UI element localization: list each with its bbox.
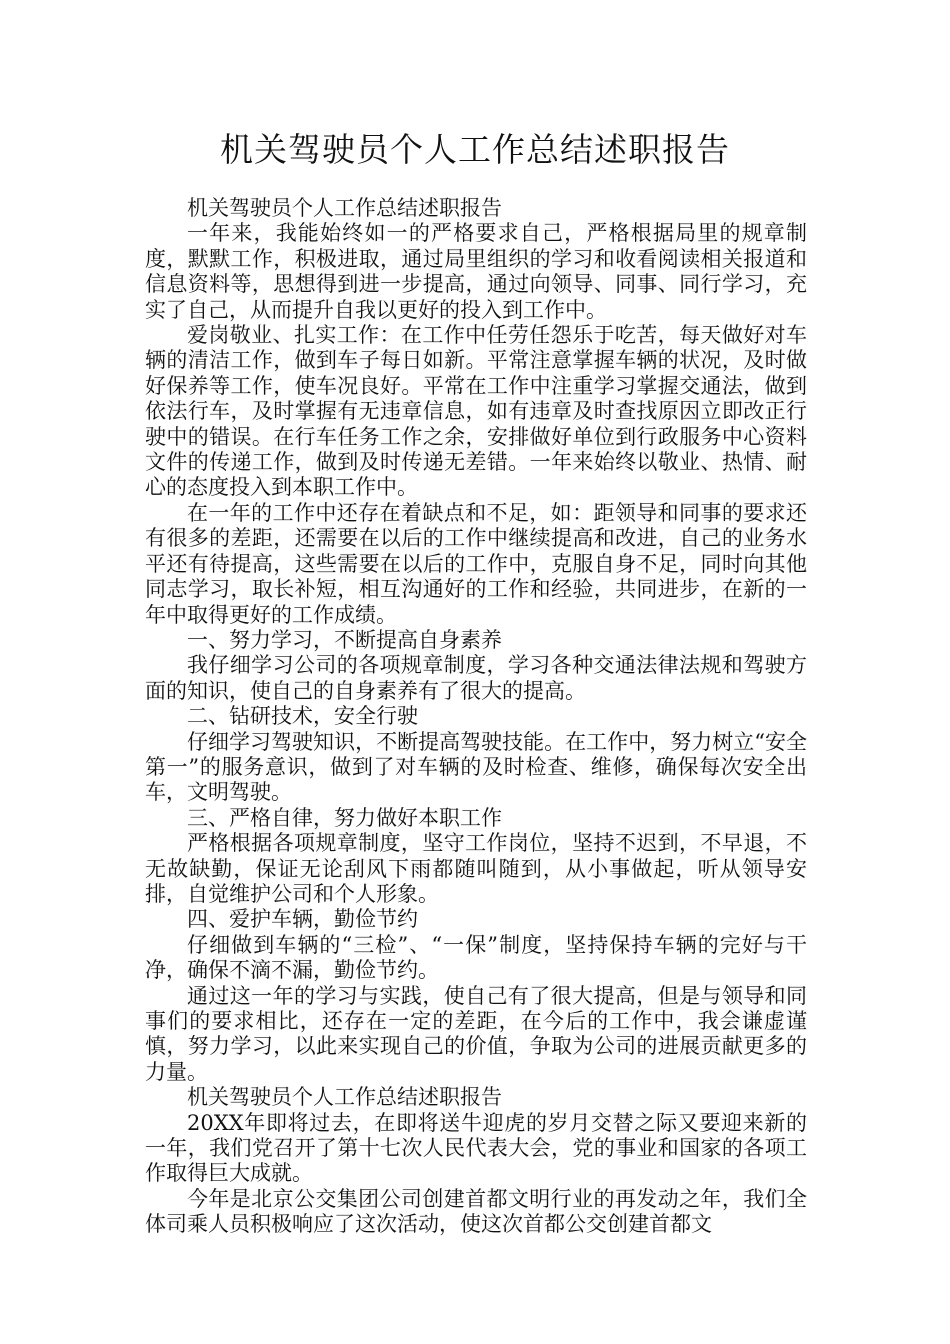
- section-heading: 三、严格自律，努力做好本职工作: [187, 805, 502, 830]
- document-body: [145, 196, 807, 1238]
- paragraph: 我仔细学习公司的各项规章制度，学习各种交通法律法规和驾驶方面的知识，使自己的自身素养有了很大的提高。: [145, 653, 807, 703]
- paragraph-subtitle: 机关驾驶员个人工作总结述职报告: [187, 1085, 502, 1110]
- paragraph: 通过这一年的学习与实践，使自己有了很大提高，但是与领导和同事们的要求相比，还存在一定的差距，在今后的工作中，我会谦虚谨慎，努力学习，以此来实现自己的价值，争取为公司的进展贡献更多的力量。: [145, 983, 807, 1084]
- paragraph: 今年是北京公交集团公司创建首都文明行业的再发动之年，我们全体司乘人员积极响应了这次活动，使这次首都公交创建首都文: [145, 1186, 807, 1237]
- section-heading: 一、努力学习，不断提高自身素养: [187, 627, 502, 652]
- paragraph: 爱岗敬业、扎实工作：在工作中任劳任怨乐于吃苦，每天做好对车辆的清洁工作，做到车子每日如新。平常注意掌握车辆的状况，及时做好保养等工作，使车况良好。平常在工作中注重学习掌握交通法，做到依法行车，及时掌握有无违章信息，如有违章及时查找原因立即改正行驶中的错误。在行车任务工作之余，安排做好单位到行政服务中心资料文件的传递工作，做到及时传递无差错。一年来始终以敬业、热情、耐心的态度投入到本职工作中。: [145, 323, 807, 500]
- paragraph: 20XX年即将过去，在即将送牛迎虎的岁月交替之际又要迎来新的一年，我们党召开了第十七次人民代表大会，党的事业和国家的各项工作取得巨大成就。: [145, 1110, 807, 1186]
- paragraph: 仔细学习驾驶知识，不断提高驾驶技能。在工作中，努力树立“安全第一”的服务意识，做到了对车辆的及时检查、维修，确保每次安全出车，文明驾驶。: [145, 729, 807, 805]
- paragraph: 在一年的工作中还存在着缺点和不足，如：距领导和同事的要求还有很多的差距，还需要在以后的工作中继续提高和改进，自己的业务水平还有待提高，这些需要在以后的工作中，克服自身不足，同时向其他同志学习，取长补短，相互沟通好的工作和经验，共同进步，在新的一年中取得更好的工作成绩。: [145, 500, 807, 627]
- document-title: 机关驾驶员个人工作总结述职报告: [220, 130, 730, 169]
- paragraph: 严格根据各项规章制度，坚守工作岗位，坚持不迟到，不早退，不无故缺勤，保证无论刮风下雨都随叫随到，从小事做起，听从领导安排，自觉维护公司和个人形象。: [145, 831, 807, 906]
- section-heading: 四、爱护车辆，勤俭节约: [187, 907, 418, 932]
- paragraph-subtitle: 机关驾驶员个人工作总结述职报告: [187, 196, 502, 220]
- section-heading: 二、钻研技术，安全行驶: [187, 704, 418, 729]
- paragraph: 仔细做到车辆的“三检”、“一保”制度，坚持保持车辆的完好与干净，确保不滴不漏，勤俭节约。: [145, 932, 807, 983]
- paragraph: 一年来，我能始终如一的严格要求自己，严格根据局里的规章制度，默默工作，积极进取，通过局里组织的学习和收看阅读相关报道和信息资料等，思想得到进一步提高，通过向领导、同事、同行学习，充实了自己，从而提升自我以更好的投入到工作中。: [145, 221, 807, 322]
